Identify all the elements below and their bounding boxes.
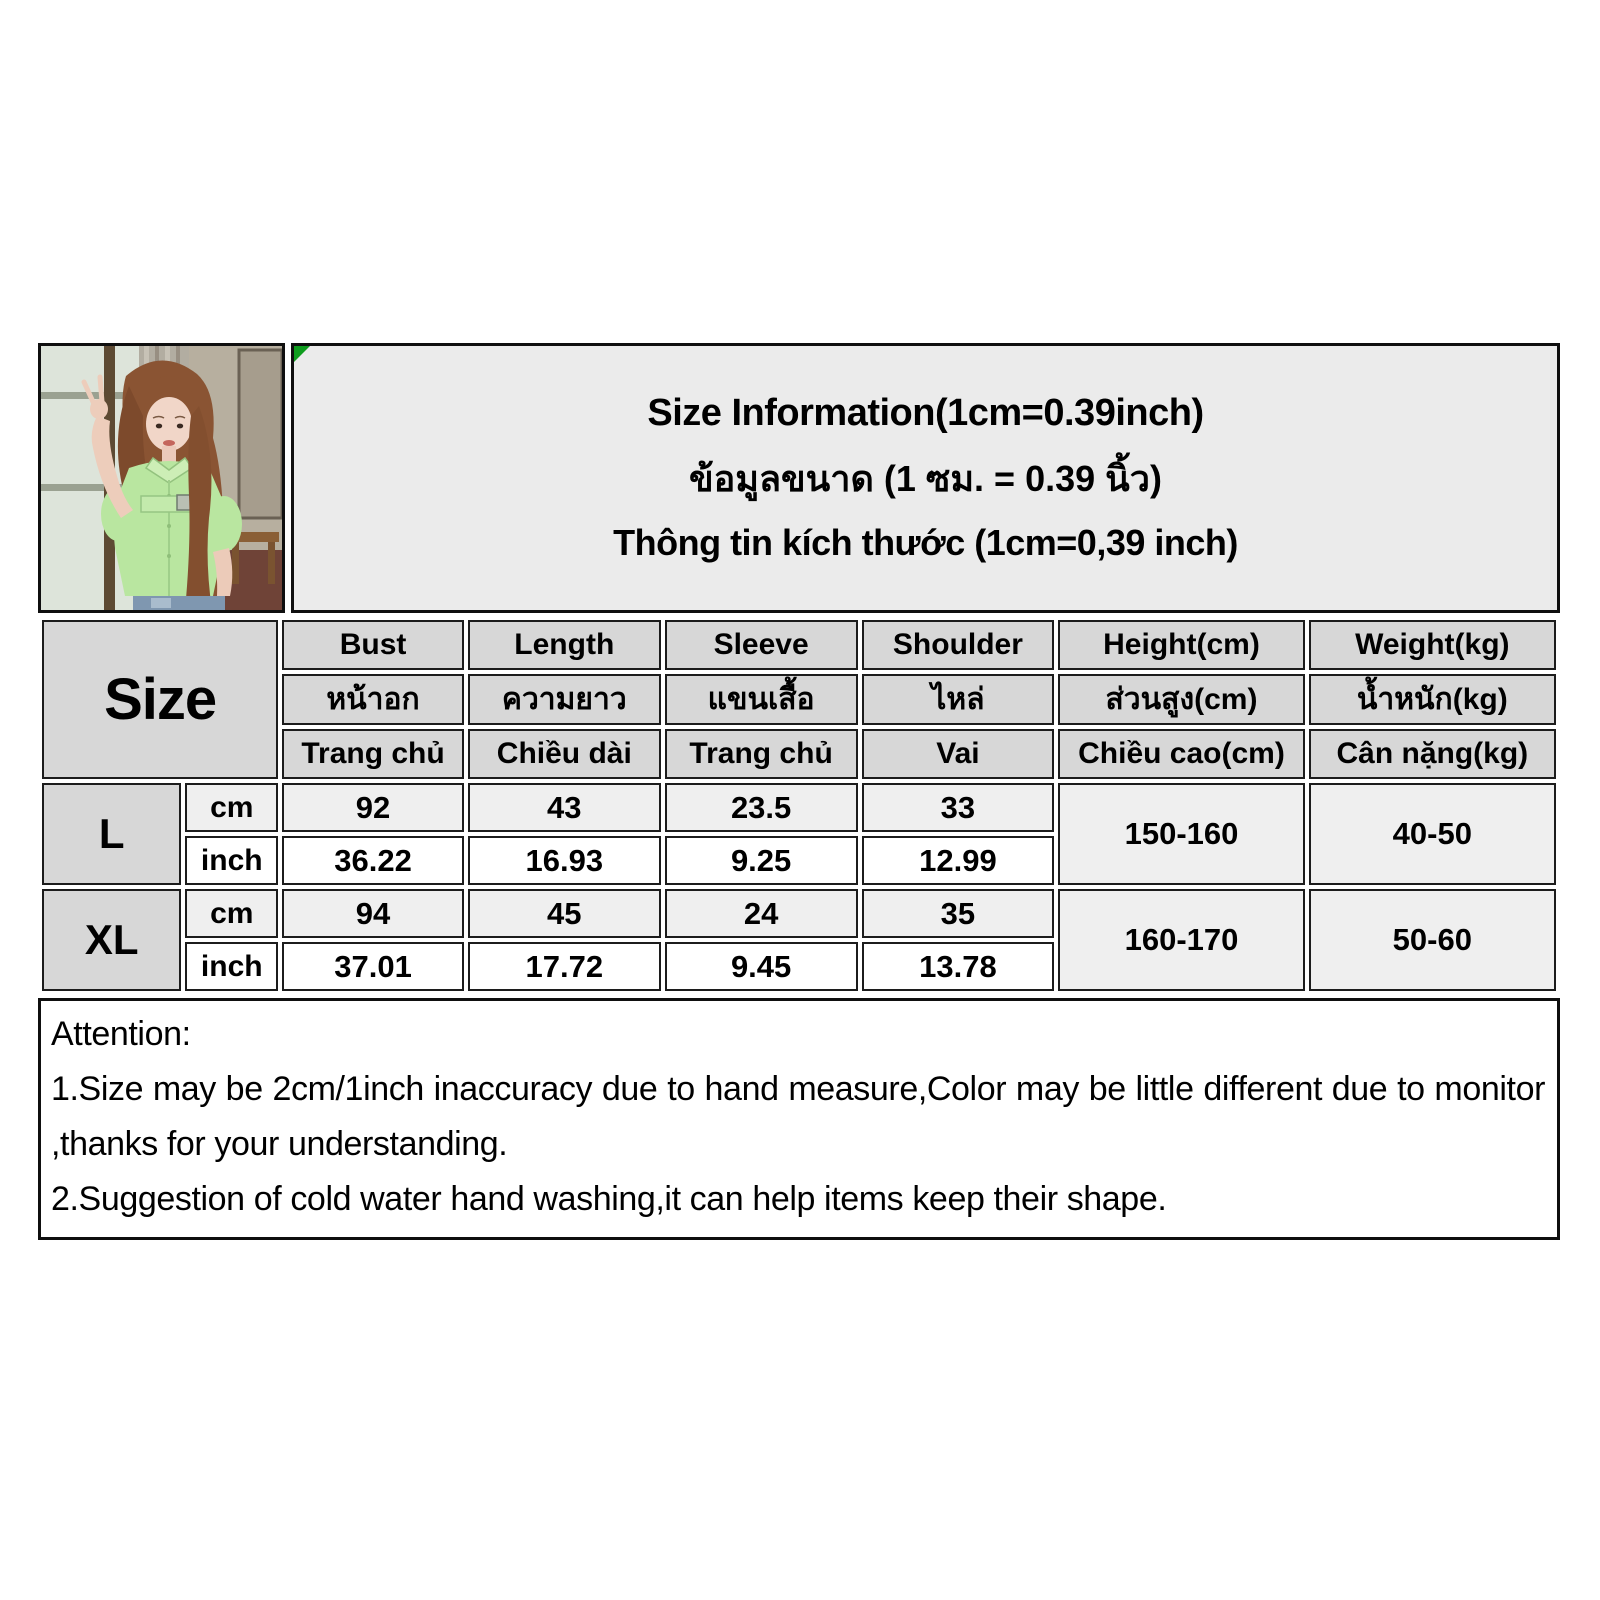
row-l-cm: [42, 783, 1556, 832]
col-header-bust-th: หน้าอก: [282, 674, 464, 725]
unit-cell-inch: inch: [185, 836, 278, 885]
header-row-english: [42, 620, 1556, 670]
value-xl-cm-bust: 94: [282, 889, 464, 938]
col-header-shoulder: Shoulder: [862, 620, 1055, 670]
value-l-cm-shoulder: 33: [862, 783, 1055, 832]
value-l-cm-sleeve: 23.5: [665, 783, 858, 832]
title-english: Size Information(1cm=0.39inch): [647, 392, 1204, 434]
size-info-sheet: [38, 343, 1560, 1240]
value-l-weight-range: 40-50: [1309, 783, 1556, 885]
value-xl-weight-range: 50-60: [1309, 889, 1556, 991]
size-label-l: L: [42, 783, 181, 885]
value-xl-inch-length: 17.72: [468, 942, 661, 991]
corner-marker-icon: [294, 346, 310, 362]
value-l-inch-length: 16.93: [468, 836, 661, 885]
value-l-inch-sleeve: 9.25: [665, 836, 858, 885]
col-header-height: Height(cm): [1058, 620, 1304, 670]
value-xl-cm-length: 45: [468, 889, 661, 938]
col-header-bust-vi: Trang chủ: [282, 729, 464, 779]
col-header-weight-vi: Cân nặng(kg): [1309, 729, 1556, 779]
col-header-bust: Bust: [282, 620, 464, 670]
row-xl-cm: [42, 889, 1556, 938]
unit-cell-inch: inch: [185, 942, 278, 991]
col-header-weight: Weight(kg): [1309, 620, 1556, 670]
unit-cell-cm: cm: [185, 889, 278, 938]
value-l-inch-bust: 36.22: [282, 836, 464, 885]
col-header-weight-th: น้ำหนัก(kg): [1309, 674, 1556, 725]
unit-cell-cm: cm: [185, 783, 278, 832]
col-header-height-vi: Chiều cao(cm): [1058, 729, 1304, 779]
value-xl-cm-shoulder: 35: [862, 889, 1055, 938]
value-xl-height-range: 160-170: [1058, 889, 1304, 991]
attention-note-2: 2.Suggestion of cold water hand washing,it can help items keep their shape.: [51, 1180, 1167, 1219]
value-xl-cm-sleeve: 24: [665, 889, 858, 938]
attention-note-1: 1.Size may be 2cm/1inch inaccuracy due to hand measure,Color may be little different due to monitor ,thanks for your understanding.: [51, 1070, 1545, 1164]
col-header-sleeve-vi: Trang chủ: [665, 729, 858, 779]
product-photo-illustration: [41, 346, 282, 610]
size-label-xl: XL: [42, 889, 181, 991]
value-xl-inch-sleeve: 9.45: [665, 942, 858, 991]
col-header-length-th: ความยาว: [468, 674, 661, 725]
col-header-length-vi: Chiều dài: [468, 729, 661, 779]
jeans: [133, 596, 225, 610]
col-header-height-th: ส่วนสูง(cm): [1058, 674, 1304, 725]
attention-title: Attention:: [51, 1015, 191, 1053]
value-l-inch-shoulder: 12.99: [862, 836, 1055, 885]
size-corner-cell: Size: [42, 620, 278, 779]
col-header-sleeve-th: แขนเสื้อ: [665, 674, 858, 725]
product-photo: [38, 343, 285, 613]
col-header-length: Length: [468, 620, 661, 670]
title-thai: ข้อมูลขนาด (1 ซม. = 0.39 นิ้ว): [689, 458, 1162, 499]
value-xl-inch-bust: 37.01: [282, 942, 464, 991]
title-vietnamese: Thông tin kích thước (1cm=0,39 inch): [613, 522, 1238, 563]
size-table: [38, 616, 1560, 995]
title-box: [291, 343, 1560, 613]
col-header-shoulder-th: ไหล่: [862, 674, 1055, 725]
col-header-shoulder-vi: Vai: [862, 729, 1055, 779]
col-header-sleeve: Sleeve: [665, 620, 858, 670]
top-row: [38, 343, 1560, 613]
value-l-cm-bust: 92: [282, 783, 464, 832]
attention-box: [38, 998, 1560, 1240]
value-l-height-range: 150-160: [1058, 783, 1304, 885]
value-l-cm-length: 43: [468, 783, 661, 832]
value-xl-inch-shoulder: 13.78: [862, 942, 1055, 991]
